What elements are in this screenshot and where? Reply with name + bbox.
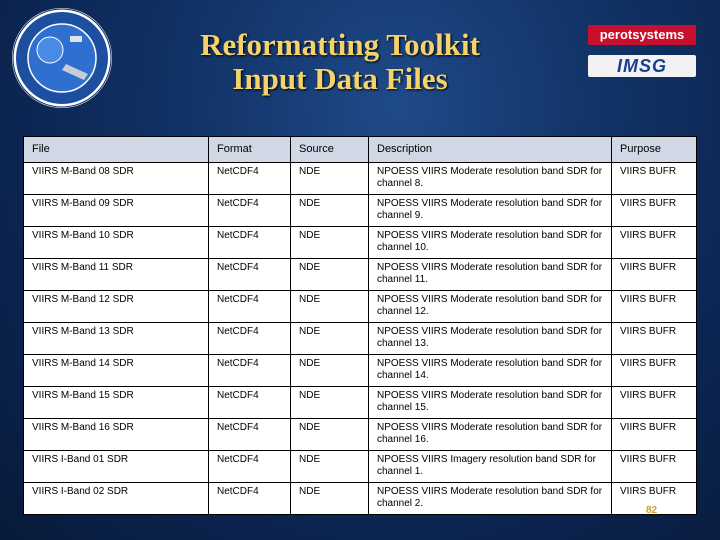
cell-purpose: VIIRS BUFR: [612, 355, 697, 387]
cell-file: VIIRS I-Band 01 SDR: [24, 451, 209, 483]
cell-purpose: VIIRS BUFR: [612, 323, 697, 355]
cell-purpose: VIIRS BUFR: [612, 291, 697, 323]
cell-source: NDE: [291, 259, 369, 291]
cell-file: VIIRS M-Band 12 SDR: [24, 291, 209, 323]
cell-format: NetCDF4: [209, 227, 291, 259]
cell-source: NDE: [291, 195, 369, 227]
cell-file: VIIRS M-Band 13 SDR: [24, 323, 209, 355]
cell-purpose: VIIRS BUFR: [612, 419, 697, 451]
cell-description: NPOESS VIIRS Imagery resolution band SDR for channel 1.: [369, 451, 612, 483]
cell-description: NPOESS VIIRS Moderate resolution band SDR for channel 16.: [369, 419, 612, 451]
cell-file: VIIRS M-Band 08 SDR: [24, 163, 209, 195]
page-title: [140, 28, 540, 96]
cell-file: VIIRS M-Band 14 SDR: [24, 355, 209, 387]
cell-file: VIIRS M-Band 11 SDR: [24, 259, 209, 291]
cell-source: NDE: [291, 163, 369, 195]
cell-description: NPOESS VIIRS Moderate resolution band SDR for channel 15.: [369, 387, 612, 419]
cell-description: NPOESS VIIRS Moderate resolution band SDR for channel 8.: [369, 163, 612, 195]
table-row: [24, 291, 697, 323]
cell-file: VIIRS M-Band 16 SDR: [24, 419, 209, 451]
cell-format: NetCDF4: [209, 323, 291, 355]
cell-format: NetCDF4: [209, 163, 291, 195]
table-row: [24, 387, 697, 419]
header-purpose: Purpose: [612, 137, 697, 163]
cell-purpose: VIIRS BUFR: [612, 451, 697, 483]
title-line-2: Input Data Files: [232, 61, 448, 96]
header-source: Source: [291, 137, 369, 163]
cell-format: NetCDF4: [209, 483, 291, 515]
cell-format: NetCDF4: [209, 291, 291, 323]
table-row: [24, 323, 697, 355]
table-row: [24, 259, 697, 291]
cell-source: NDE: [291, 483, 369, 515]
cell-file: VIIRS M-Band 09 SDR: [24, 195, 209, 227]
cell-file: VIIRS I-Band 02 SDR: [24, 483, 209, 515]
cell-description: NPOESS VIIRS Moderate resolution band SDR for channel 2.: [369, 483, 612, 515]
table-row: [24, 227, 697, 259]
table-row: [24, 163, 697, 195]
cell-source: NDE: [291, 451, 369, 483]
header-file: File: [24, 137, 209, 163]
cell-format: NetCDF4: [209, 451, 291, 483]
table-row: [24, 451, 697, 483]
cell-source: NDE: [291, 419, 369, 451]
title-line-1: Reformatting Toolkit: [200, 27, 480, 62]
cell-purpose: VIIRS BUFR: [612, 163, 697, 195]
cell-format: NetCDF4: [209, 195, 291, 227]
cell-source: NDE: [291, 387, 369, 419]
cell-description: NPOESS VIIRS Moderate resolution band SDR for channel 13.: [369, 323, 612, 355]
input-data-files-table: [23, 136, 697, 515]
cell-source: NDE: [291, 323, 369, 355]
cell-format: NetCDF4: [209, 355, 291, 387]
cell-description: NPOESS VIIRS Moderate resolution band SDR for channel 12.: [369, 291, 612, 323]
cell-purpose: VIIRS BUFR: [612, 195, 697, 227]
table-row: [24, 195, 697, 227]
cell-purpose: VIIRS BUFR: [612, 259, 697, 291]
cell-format: NetCDF4: [209, 419, 291, 451]
cell-description: NPOESS VIIRS Moderate resolution band SDR for channel 11.: [369, 259, 612, 291]
cell-format: NetCDF4: [209, 259, 291, 291]
cell-file: VIIRS M-Band 15 SDR: [24, 387, 209, 419]
table-row: [24, 355, 697, 387]
cell-description: NPOESS VIIRS Moderate resolution band SDR for channel 14.: [369, 355, 612, 387]
noaa-nesdis-star-seal-icon: [10, 6, 114, 110]
perot-systems-logo: perotsystems: [588, 25, 696, 45]
header-format: Format: [209, 137, 291, 163]
page-number: 82: [646, 505, 658, 516]
cell-source: NDE: [291, 355, 369, 387]
cell-source: NDE: [291, 227, 369, 259]
table-header-row: [24, 137, 697, 163]
cell-format: NetCDF4: [209, 387, 291, 419]
cell-purpose: VIIRS BUFR: [612, 227, 697, 259]
cell-purpose: VIIRS BUFR: [612, 483, 697, 515]
cell-source: NDE: [291, 291, 369, 323]
cell-description: NPOESS VIIRS Moderate resolution band SDR for channel 10.: [369, 227, 612, 259]
cell-purpose: VIIRS BUFR: [612, 387, 697, 419]
table-row: [24, 419, 697, 451]
table-row: [24, 483, 697, 515]
imsg-logo: IMSG: [588, 55, 696, 77]
cell-file: VIIRS M-Band 10 SDR: [24, 227, 209, 259]
header-description: Description: [369, 137, 612, 163]
cell-description: NPOESS VIIRS Moderate resolution band SDR for channel 9.: [369, 195, 612, 227]
